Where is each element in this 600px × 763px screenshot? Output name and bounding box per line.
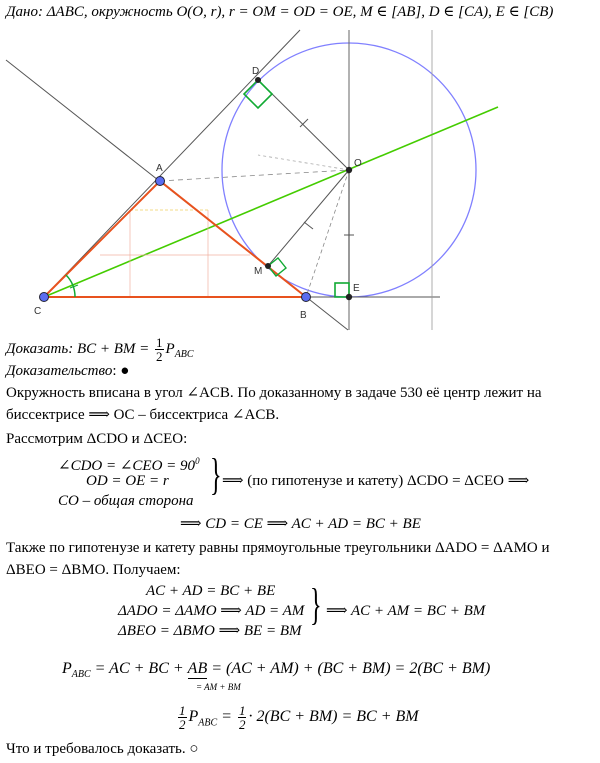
label-d: D: [252, 66, 260, 77]
perimeter-ab: AB: [187, 660, 208, 677]
tick-marks: [300, 119, 354, 235]
dashed-ao: [160, 170, 349, 181]
label-o: O: [354, 158, 362, 169]
conclusion: Что и требовалось доказать. ○: [6, 741, 199, 757]
label-e: E: [353, 283, 360, 294]
prove-label: Доказать: [6, 340, 69, 357]
ray-ca: [44, 30, 300, 297]
label-b: B: [300, 310, 307, 321]
system1-row1: ∠CDO = ∠CEO = $90^0$: [58, 456, 200, 474]
system2-row1: AC + AD = BC + BE: [146, 583, 276, 599]
label-m: M: [254, 266, 263, 277]
system2-brace: }: [310, 580, 322, 629]
system1-row2: OD = OE = r: [86, 473, 169, 489]
geometry-figure: [0, 24, 600, 334]
system1-result: ⟹ (по гипотенузе и катету) ΔCDO = ΔCEO ⟹: [222, 473, 530, 489]
label-a: A: [156, 163, 163, 174]
label-c: C: [34, 306, 42, 317]
point-b: [302, 293, 311, 302]
point-m: [265, 263, 271, 269]
proof-line-3: Рассмотрим ΔCDO и ΔCEO:: [6, 431, 188, 447]
triangle-abc: [44, 181, 306, 297]
point-e: [346, 294, 352, 300]
given-label: Дано: [6, 4, 38, 20]
perimeter-ab-note: = AM + BM: [196, 682, 241, 692]
proof-line-6: ΔBEO = ΔBMO. Получаем:: [6, 562, 181, 578]
prove-lhs: : BC + BM =: [68, 340, 154, 357]
given-line: [6, 3, 553, 21]
construction-grid: [100, 210, 250, 297]
dashed-o-left: [258, 155, 349, 170]
system1-brace: }: [210, 450, 222, 499]
half-perimeter-line: $\frac{1}{2}$ $P_{ABC}$ = $\frac{1}{2}$ · 2(BC + BM) = BC + BM: [179, 703, 419, 732]
system2-result: ⟹ AC + AM = BC + BM: [326, 603, 486, 619]
proof-line-2: биссектрисе ⟹ OC – биссектриса ∠ACB.: [6, 407, 280, 423]
prove-fraction: $\frac{1}{2}$: [156, 335, 163, 364]
given-text: : ΔABC, окружность O(O, r), r = OM = OD = OE, M ∈ [AB], D ∈ [CA), E ∈ [CB): [38, 4, 554, 20]
prove-rhs: P: [165, 340, 175, 357]
prove-line: [6, 336, 194, 364]
perimeter-line: $P_{ABC}$ = AC + BC + AB = (AC + AM) + (BC + BM) = 2(BC + BM): [62, 660, 491, 681]
proof-marker: : ●: [112, 363, 130, 379]
proof-heading: [6, 362, 129, 380]
proof-label: Доказательство: [6, 363, 113, 379]
radius-om: [268, 170, 349, 266]
point-a: [156, 177, 165, 186]
point-o: [346, 167, 352, 173]
system2-row2: ΔADO = ΔAMO ⟹ AD = AM: [118, 603, 305, 619]
dashed-ob: [306, 170, 349, 297]
point-c: [40, 293, 49, 302]
proof-line-5: Также по гипотенузе и катету равны прямоугольные треугольники ΔADO = ΔAMO и: [6, 540, 550, 556]
system1-row3: CO – общая сторона: [58, 493, 194, 509]
prove-rhs-sub: ABC: [174, 348, 194, 360]
proof-line-4: ⟹ CD = CE ⟹ AC + AD = BC + BE: [180, 516, 421, 532]
proof-line-1: Окружность вписана в угол ∠ACB. По доказанному в задаче 530 её центр лежит на: [6, 385, 542, 401]
system2-row3: ΔBEO = ΔBMO ⟹ BE = BM: [118, 623, 302, 639]
point-d: [255, 77, 261, 83]
